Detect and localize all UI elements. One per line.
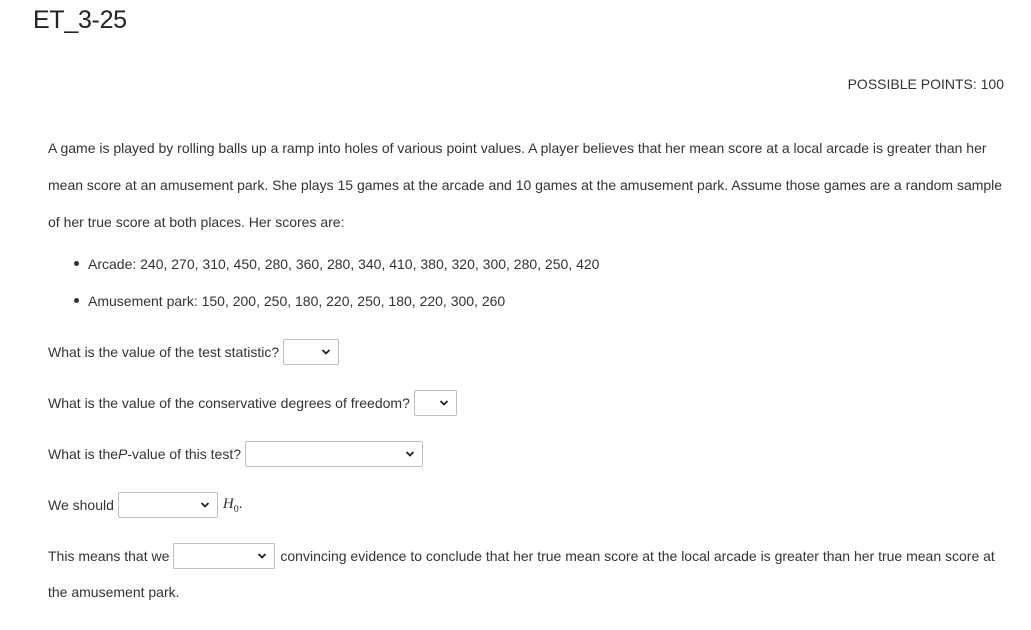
question-degrees-of-freedom [48, 390, 457, 416]
chevron-down-icon [320, 346, 332, 358]
conclusion-text-continued: the amusement park. [48, 584, 180, 600]
chevron-down-icon [256, 550, 268, 562]
question-label: What is the value of the test statistic? [48, 344, 280, 360]
decision-select[interactable] [118, 492, 218, 518]
possible-points-label: POSSIBLE POINTS: 100 [847, 76, 1004, 92]
scores-list [70, 253, 599, 327]
p-italic: P [118, 446, 128, 462]
conclusion-text: convincing evidence to conclude that her true mean score at the local arcade is greater than her true mean score at [280, 548, 995, 564]
question-label: This means that we [48, 548, 170, 564]
question-label: What is the value of the conservative degrees of freedom? [48, 395, 410, 411]
question-label: We should [48, 497, 114, 513]
page-title: ET_3-25 [33, 6, 127, 34]
question-conclusion [48, 543, 995, 569]
degrees-of-freedom-select[interactable] [414, 390, 457, 416]
question-p-value [48, 441, 423, 467]
question-decision [48, 492, 243, 518]
test-statistic-select[interactable] [283, 339, 339, 365]
question-test-statistic [48, 339, 339, 365]
chevron-down-icon [438, 397, 450, 409]
list-item-arcade: Arcade: 240, 270, 310, 450, 280, 360, 280, 340, 410, 380, 320, 300, 280, 250, 420 [70, 253, 599, 290]
list-item-amusement-park: Amusement park: 150, 200, 250, 180, 220, 250, 180, 220, 300, 260 [70, 290, 599, 327]
p-value-select[interactable] [245, 441, 423, 467]
chevron-down-icon [404, 448, 416, 460]
chevron-down-icon [199, 499, 211, 511]
question-label-after: -value of this test? [127, 446, 241, 462]
null-hypothesis-symbol: $H_0$. [222, 495, 243, 515]
conclusion-select[interactable] [173, 543, 275, 569]
problem-intro: A game is played by rolling balls up a ramp into holes of various point values. A player believes that her mean score at a local arcade is greater than her mean score at an amusement park. She plays 15 games at the arcade and 10 games at the amusement park. Assume those games are a random sample of her true score at both places. Her scores are: [48, 140, 1003, 230]
question-label: What is the [48, 446, 119, 462]
